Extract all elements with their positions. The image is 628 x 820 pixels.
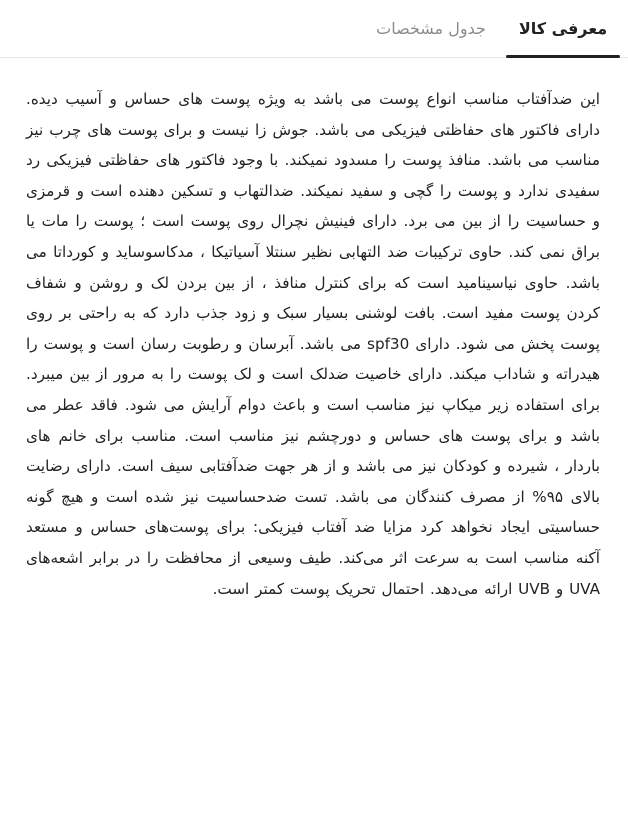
- product-introduction-panel: [0, 58, 628, 604]
- tab-product-introduction[interactable]: معرفی کالا: [506, 0, 620, 57]
- tab-specifications[interactable]: جدول مشخصات: [376, 18, 486, 38]
- product-description: این ضدآفتاب مناسب انواع پوست می باشد به ویژه پوست های حساس و آسیب دیده. دارای فاکتور های حفاظتی فیزیکی می باشد. جوش زا نیست و برای پوست های چرب نیز مناسب می باشد. منافذ پوست را مسدود نمیکند. با وجود فاکتور های حفاظتی فیزیکی رد سفیدی ندارد و پوست را گچی و سفید نمیکند. ضدالتهاب و تسکین دهنده است و قرمزی و حساسیت را از بین می برد. دارای فینیش نچرال روی پوست است ؛ پوست را مات یا براق نمی کند. حاوی ترکیبات ضد التهابی نظیر سنتلا آسیاتیکا ، مدکاسوساید و کورداتا می باشد. حاوی نیاسینامید است که برای کنترل منافذ ، از بین بردن لک و روشن و شفاف کردن پوست مفید است. بافت لوشنی بسیار سبک و زود جذب دارد که به راحتی بر روی پوست پخش می شود. دارای spf30 می باشد. آبرسان و رطوبت رسان است و پوست را هیدراته و شاداب میکند. دارای خاصیت ضدلک است و لک پوست را به مرور از بین میبرد. برای استفاده زیر میکاپ نیز مناسب است و باعث دوام آرایش می شود. فاقد عطر می باشد و برای پوست های حساس و دورچشم نیز مناسب است. مناسب برای خانم های باردار ، شیرده و کودکان نیز می باشد و از هر جهت ضدآفتابی سیف است. دارای رضایت بالای ۹۵% از مصرف کنندگان می باشد. تست ضدحساسیت نیز شده است و هیچ گونه حساسیتی ایجاد نخواهد کرد مزایا ضد آفتاب فیزیکی: برای پوست‌های حساس و مستعد آکنه مناسب است به سرعت اثر می‌کند. طیف وسیعی از محافظت را در برابر اشعه‌های UVA و UVB ارائه می‌دهد. احتمال تحریک پوست کمتر است.: [26, 90, 600, 598]
- product-tabs: [0, 0, 628, 58]
